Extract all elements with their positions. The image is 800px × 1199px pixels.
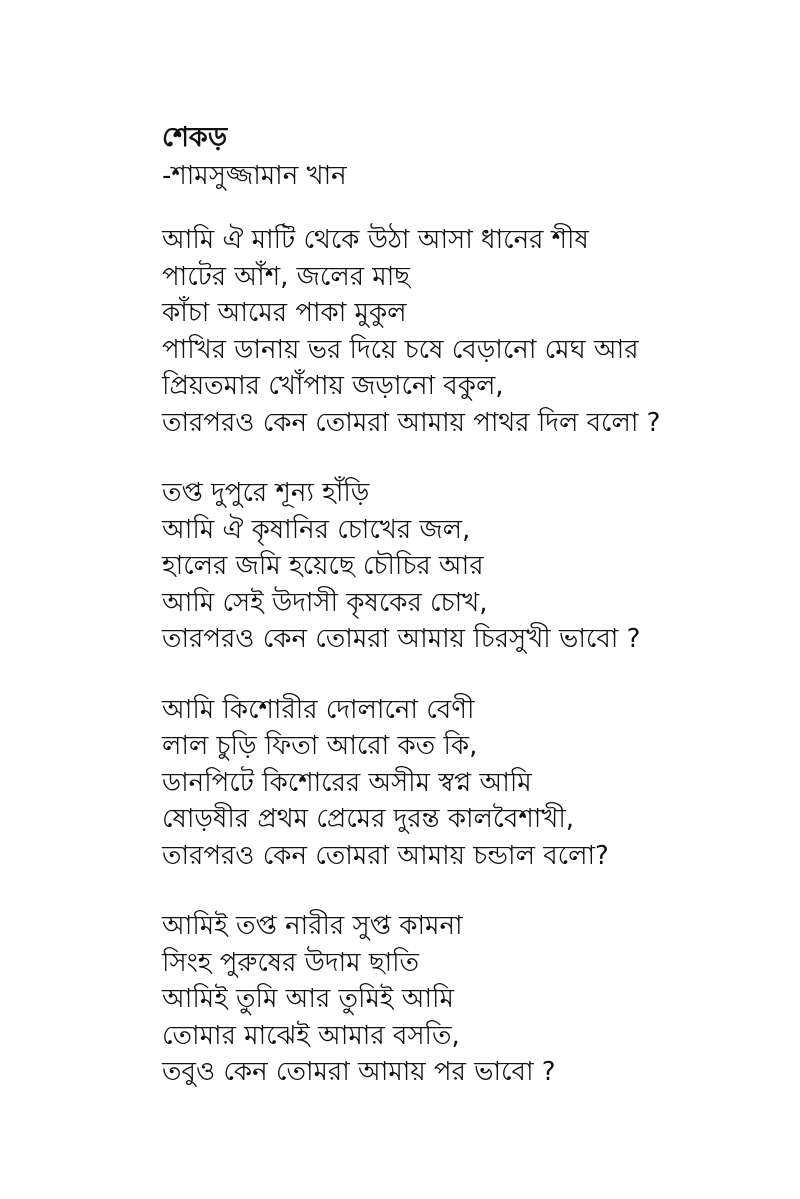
poem-line: পাটের আঁশ, জলের মাছ — [162, 261, 410, 292]
poem-line: ষোড়ষীর প্রথম প্রেমের দুরন্ত কালবৈশাখী, — [162, 804, 575, 834]
poem-line: তপ্ত দুপুরে শূন্য হাঁড়ি — [162, 478, 370, 508]
poem-page — [162, 118, 762, 1125]
poem-line: আমি সেই উদাসী কৃষকের চোখ, — [162, 587, 488, 618]
poem-author: -শামসুজ্জামান খান — [162, 161, 347, 191]
poem-line: ডানপিটে কিশোরের অসীম স্বপ্ন আমি — [162, 767, 532, 798]
poem-line: তবুও কেন তোমরা আমায় পর ভাবো ? — [162, 1057, 556, 1087]
poem-line: আমি ঐ কৃষানির চোখের জল, — [162, 514, 471, 545]
poem-line: পাখির ডানায় ভর দিয়ে চষে বেড়ানো মেঘ আর — [162, 334, 639, 365]
stanza-3 — [162, 692, 762, 875]
poem-line: তারপরও কেন তোমরা আমায় চন্ডাল বলো? — [162, 840, 609, 871]
poem-line: আমি ঐ মাটি থেকে উঠা আসা ধানের শীষ — [162, 225, 589, 255]
poem-line: প্রিয়তমার খোঁপায় জড়ানো বকুল, — [162, 371, 504, 401]
stanza-2 — [162, 475, 762, 658]
poem-title: শেকড় — [162, 122, 228, 153]
poem-line: তারপরও কেন তোমরা আমায় পাথর দিল বলো ? — [162, 407, 661, 438]
poem-line: তারপরও কেন তোমরা আমায় চিরসুখী ভাবো ? — [162, 624, 641, 654]
poem-line: আমি কিশোরীর দোলানো বেণী — [162, 694, 475, 725]
poem-line: কাঁচা আমের পাকা মুকুল — [162, 298, 407, 328]
stanza-4 — [162, 908, 762, 1091]
poem-line: আমিই তুমি আর তুমিই আমি — [162, 984, 454, 1014]
poem-line: তোমার মাঝেই আমার বসতি, — [162, 1020, 460, 1051]
poem-line: আমিই তপ্ত নারীর সুপ্ত কামনা — [162, 911, 463, 941]
poem-line: লাল চুড়ি ফিতা আরো কত কি, — [162, 731, 478, 761]
stanza-1 — [162, 222, 762, 441]
poem-line: সিংহ পুরুষের উদাম ছাতি — [162, 947, 420, 978]
poem-line: হালের জমি হয়েছে চৌচির আর — [162, 551, 484, 581]
